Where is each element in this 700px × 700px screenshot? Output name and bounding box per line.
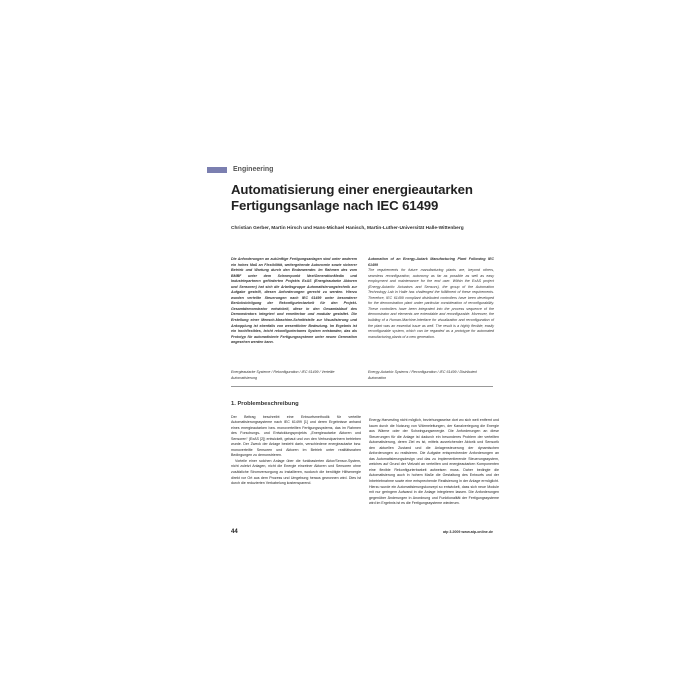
article-title: Automatisierung einer energieautarken Fertigungsanlage nach IEC 61499 [231, 182, 473, 213]
section-color-bar [207, 167, 227, 173]
section-divider [231, 386, 493, 387]
abstract-english [368, 257, 494, 340]
section-label: Engineering [233, 166, 274, 173]
abstract-english-title: Automation of an Energy-Autark Manufacturing Plant Following IEC 61499 [368, 257, 494, 267]
article-authors: Christian Gerber, Martin Hirsch und Hans-Michael Hanisch, Martin-Luther-Universität Halle-Wittenberg [231, 226, 464, 231]
body-paragraph: Vorteile einer solchen Anlage über die funkbasierten Aktor/Sensor-System, nicht zuletzt Anlagen, nicht die Energie einzelner Aktoren und Sensoren ohne zusätzliche Stromversorgung zu installieren, wodurch die benötigte Hilfsenergie direkt vor Ort aus dem Prozess und Umgebung heraus gewonnen wird. Dies ist durch die reduzierten Verkabelung kostensparend. [231, 458, 361, 486]
body-column-left [231, 402, 361, 487]
keywords-german: Energieautarke Systeme / Rekonfiguration / IEC 61499 / Verteilte Automatisierung [231, 370, 335, 380]
abstract-german: Die Anforderungen an zukünftige Fertigungsanlagen sind unter anderem ein hohes Maß an Flexibilität, weitergehende Autonomie sowie sicherer Betrieb und Wartung durch den Endanwender. Im Rahmen des vom BMBF unter dem Schwerpunkt NextGenerationMedia und Industriepartnern geförderten Projekts ExAS (Energieautarke Aktoren und Sensoren) hat sich die Arbeitsgruppe Automatisierungstechnik zur Aufgabe gestellt, diesen Anforderungen gerecht zu werden. Hierzu wurden verteilte Steuerungen nach IEC 61499 unter besonderer Berücksichtigung der Rekonfigurierbarkeit für den Projekt-Gesamtdemonstrator entwickelt, diese in den Gesamtablauf des Demonstrators integriert und erweiterbar und modular gestaltet. Die Erstellung einer Mensch-Maschine-Schnittstelle zur Visualisierung und Ankopplung ist ebenfalls von wesentlicher Bedeutung. Im Ergebnis ist ein hochflexibles, leicht rekonfigurierbares System entstanden, das als Prototyp für automatisierte Fertigungssysteme unter neuen Generation angesehen werden kann. [231, 257, 357, 345]
page-number: 44 [231, 529, 238, 535]
body-paragraph: Energy-Harvesting nicht möglich, beziehungsweise dort wo sich weit entfernt und kaum durch die Nutzung von Wärmeleitungen, der Kanalverlegung die Energie aus Wärme oder der Schwingungsenergie. Die Anforderungen an diese Steuerungen für die Anlage ist dadurch ein besonderes Problem der verteilten Automatisierung, deren Ziel es ist, mittels ausreichender Aktorik und Sensorik den aktuellen Zustand und die Anlagensteuerung der dynamischen Anforderungen zu realisieren. Die Aufgabe entsprechender Anforderungen an das Automatisierungsdesign und das zu implementierende Steuerungssystem, welches auf Grund der Vielzahl an verteilten und energieautarken Komponenten eine flexible Rekonfigurierbarkeit aufweisen muss. Daher bedingte die Automatisierung auch in hohem Maße die Gestaltung des Entwurfs und der Inbetriebnahme sowie eine entsprechende Realisierung in der Anlage ermöglicht. Hierzu wurde ein Automatisierungskonzept so entwickelt, dass sich neue Module mit nur geringem Aufwand in die Anlage integrieren lassen. Die Anforderungen gegenüber Änderungen in Anordnung und Funktionalität der Fertigungssysteme wird im Ergebnis ist es die Fertigungssysteme wiederum. [369, 418, 499, 506]
body-paragraph: Der Beitrag beschreibt eine Entwurfsmethodik für verteilte Automatisierungssysteme nach IEC 61499 [1] und deren Ergebnisse anhand eines energieautarken bzw. monoverteilten Fertigungssystems, das im Rahmen des Forschungs- und Entwicklungsprojekts „Energieautarke Aktoren und Sensoren“ (ExAS [2]) entwickelt, gebaut und von den Verbundpartnern betrieben wurde. Der Zweck der Anlage besteht darin, verschiedene energieautarke bzw. monoverteilte Sensoren und Aktoren im Betrieb unter realitätsnahen Bedingungen zu demonstrieren. [231, 414, 361, 458]
page-footer [231, 529, 493, 535]
keywords-english: Energy-Autarkic Systems / Reconfiguration / IEC 61499 / Distributed Automation [368, 370, 477, 380]
abstract-english-text: The requirements for future manufacturing plants are, beyond others, seamless reconfiguration, autonomy as far as possible as well as easy employment and maintenance for the end user. Within the ExAS project (Energy-Autarkic Actuators and Sensors), the group of the Automation Technology Lab in Halle has challenged the fulfillment of these requirements. Therefore, IEC 61499 compliant distributed controllers have been developed for the demonstration plant under particular consideration of reconfigurability. These controllers have been integrated into the process sequence of the demonstrator and elements are extendable and reconfigurable. Moreover, the building of a Human-Machine-Interface for visualization and reconfiguration of the plant was an essential issue as well. The result is a highly flexible, easily reconfigurable system, which can be regarded as a prototype for automated manufacturing plants of a new generation. [368, 268, 494, 339]
section-tag [207, 166, 273, 173]
body-column-right [369, 418, 499, 507]
section-heading: 1. Problembeschreibung [231, 401, 299, 407]
journal-info: atp 3.2009 www.atp-online.de [443, 530, 493, 534]
